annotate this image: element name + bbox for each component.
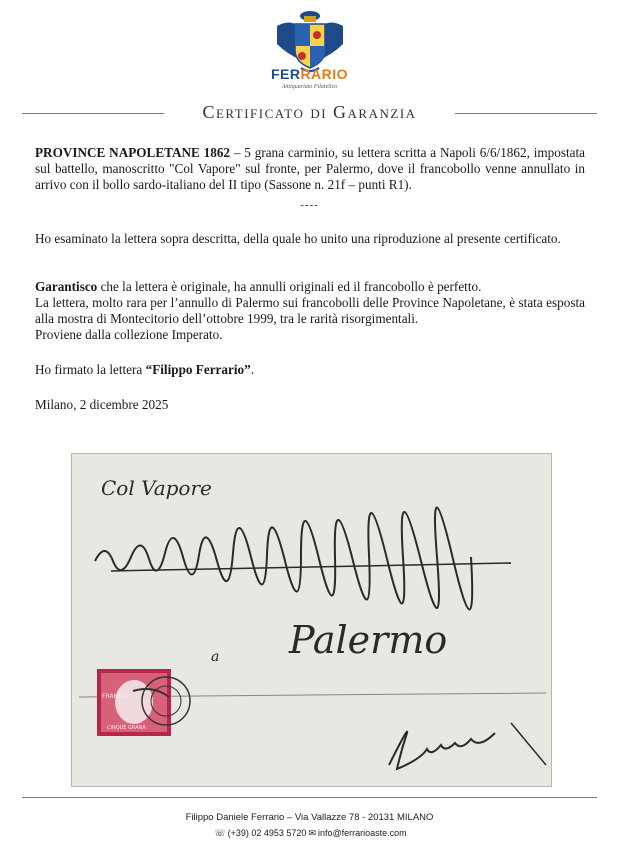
handwriting-a: a bbox=[211, 649, 220, 665]
certificate-title: Certificato di Garanzia bbox=[202, 102, 417, 122]
place-date: Milano, 2 dicembre 2025 bbox=[35, 397, 169, 412]
stamp-text-franco: FRANCO bbox=[102, 693, 127, 700]
brand-tagline: Antiquariato Filatelico bbox=[281, 84, 338, 90]
signature-name: “Filippo Ferrario” bbox=[145, 362, 251, 377]
description-text: – 5 grana carminio, su lettera scritta a Napoli 6/6/1862, impostata sul battello, manoscritto "Col Vapore" sul fronte, per Palermo, dove il francobollo venne annullato in arrivo con il bollo sardo-italiano del II tipo (Sassone n. 21f – punti R1). bbox=[35, 145, 585, 192]
handwriting-palermo: Palermo bbox=[289, 618, 448, 662]
title-rule-right bbox=[455, 113, 597, 114]
postage-stamp bbox=[97, 669, 171, 736]
footer-phone[interactable]: (+39) 02 4953 5720 bbox=[227, 828, 307, 838]
guarantee-text: che la lettera è originale, ha annulli originali ed il francobollo è perfetto. bbox=[97, 279, 482, 294]
certificate-title-row bbox=[22, 101, 597, 125]
description-heading: PROVINCE NAPOLETANE 1862 bbox=[35, 145, 231, 160]
handwriting-col-vapore: Col Vapore bbox=[101, 476, 212, 500]
phone-icon: ☏ bbox=[214, 828, 226, 838]
signature-period: . bbox=[250, 362, 255, 377]
footer-email[interactable]: info@ferrarioaste.com bbox=[317, 828, 407, 838]
footer-contacts bbox=[0, 828, 619, 839]
brand-name bbox=[0, 66, 619, 82]
footer-street: – Via Vallazze 78 - 20131 MILANO bbox=[284, 812, 434, 823]
description-paragraph bbox=[35, 145, 585, 193]
crest-helmet bbox=[300, 11, 320, 22]
rarity-paragraph: La lettera, molto rara per l’annullo di Palermo sui francobolli delle Province Napoletane, è stata esposta alla mostra di Montecitorio dell’ottobre 1999, tra le rarità risorgimentali. bbox=[35, 295, 585, 326]
brand-part-1: FER bbox=[270, 66, 301, 82]
examination-paragraph: Ho esaminato la lettera sopra descritta, della quale ho unito una riproduzione al presente certificato. bbox=[35, 231, 561, 246]
email-icon: ✉ bbox=[308, 828, 316, 838]
guarantee-paragraph bbox=[35, 279, 585, 295]
brand-part-2: RARIO bbox=[300, 66, 349, 82]
footer-address bbox=[0, 812, 619, 823]
footer-name: Filippo Daniele Ferrario bbox=[185, 812, 285, 823]
signature-text: Ho firmato la lettera bbox=[35, 362, 146, 377]
guarantee-keyword: Garantisco bbox=[35, 279, 98, 294]
stamp-text-value: CINQUE GRANA bbox=[107, 725, 146, 731]
letter-image bbox=[71, 453, 552, 787]
separator: ---- bbox=[300, 199, 319, 211]
provenance-paragraph: Proviene dalla collezione Imperato. bbox=[35, 327, 223, 342]
footer-rule bbox=[22, 797, 597, 798]
signature-paragraph bbox=[35, 362, 585, 378]
